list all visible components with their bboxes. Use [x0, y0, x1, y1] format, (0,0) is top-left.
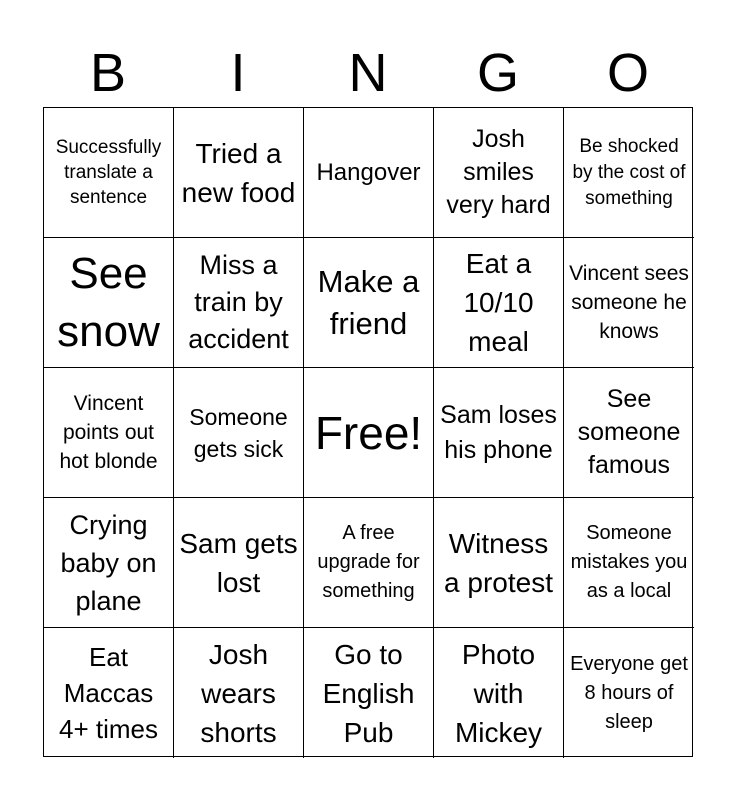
cell-text: Someone gets sick — [189, 403, 288, 462]
cell-text: See snow — [57, 248, 160, 356]
cell-text: Go to English Pub — [322, 638, 415, 748]
bingo-cell[interactable] — [304, 368, 434, 498]
header-letter-o: O — [606, 43, 649, 103]
cell-text: Vincent sees someone he knows — [569, 262, 689, 343]
cell-text: Sam loses his phone — [440, 400, 557, 464]
header-letter-b: B — [89, 43, 127, 103]
bingo-cell[interactable] — [44, 108, 174, 238]
bingo-cell[interactable] — [434, 238, 564, 368]
bingo-cell[interactable] — [304, 108, 434, 238]
bingo-header — [43, 38, 693, 108]
bingo-cell[interactable] — [434, 628, 564, 758]
cell-text: Josh smiles very hard — [446, 125, 551, 219]
cell-text: Eat Maccas 4+ times — [59, 642, 158, 744]
cell-text: Tried a new food — [181, 137, 296, 208]
cell-text: Eat a 10/10 meal — [463, 248, 534, 357]
cell-text: See someone famous — [577, 385, 681, 479]
bingo-cell[interactable] — [304, 628, 434, 758]
bingo-cell[interactable] — [564, 108, 694, 238]
bingo-card — [43, 107, 693, 757]
bingo-cell[interactable] — [174, 108, 304, 238]
bingo-cell[interactable] — [174, 368, 304, 498]
bingo-cell[interactable] — [44, 238, 174, 368]
cell-text: Successfully translate a sentence — [55, 137, 162, 208]
free-space: Free! — [314, 406, 423, 459]
bingo-cell[interactable] — [174, 238, 304, 368]
bingo-cell[interactable] — [174, 628, 304, 758]
bingo-cell[interactable] — [434, 108, 564, 238]
bingo-cell[interactable] — [44, 628, 174, 758]
bingo-cell[interactable] — [44, 498, 174, 628]
cell-text: Make a friend — [317, 263, 420, 341]
header-letter-i: I — [230, 43, 246, 103]
bingo-cell[interactable] — [174, 498, 304, 628]
header-letter-n: N — [348, 43, 388, 103]
cell-text: Photo with Mickey — [454, 638, 543, 748]
bingo-cell[interactable] — [564, 628, 694, 758]
cell-text: Miss a train by accident — [188, 250, 289, 354]
cell-text: Everyone get 8 hours of sleep — [570, 652, 688, 733]
cell-text: Witness a protest — [444, 527, 553, 598]
bingo-cell[interactable] — [564, 498, 694, 628]
cell-text: Hangover — [316, 158, 421, 186]
bingo-cell[interactable] — [304, 238, 434, 368]
cell-text: A free upgrade for something — [317, 522, 420, 602]
header-letter-g: G — [476, 43, 519, 103]
cell-text: Josh wears shorts — [200, 638, 277, 748]
cell-text: Vincent points out hot blonde — [59, 392, 158, 473]
bingo-cell[interactable] — [304, 498, 434, 628]
cell-text: Crying baby on plane — [60, 509, 157, 616]
bingo-cell[interactable] — [44, 368, 174, 498]
cell-text: Be shocked by the cost of something — [572, 135, 686, 209]
cell-text: Sam gets lost — [179, 527, 298, 598]
cell-text: Someone mistakes you as a local — [570, 522, 688, 602]
bingo-cell[interactable] — [564, 368, 694, 498]
bingo-cell[interactable] — [564, 238, 694, 368]
bingo-cell[interactable] — [434, 498, 564, 628]
bingo-cell[interactable] — [434, 368, 564, 498]
